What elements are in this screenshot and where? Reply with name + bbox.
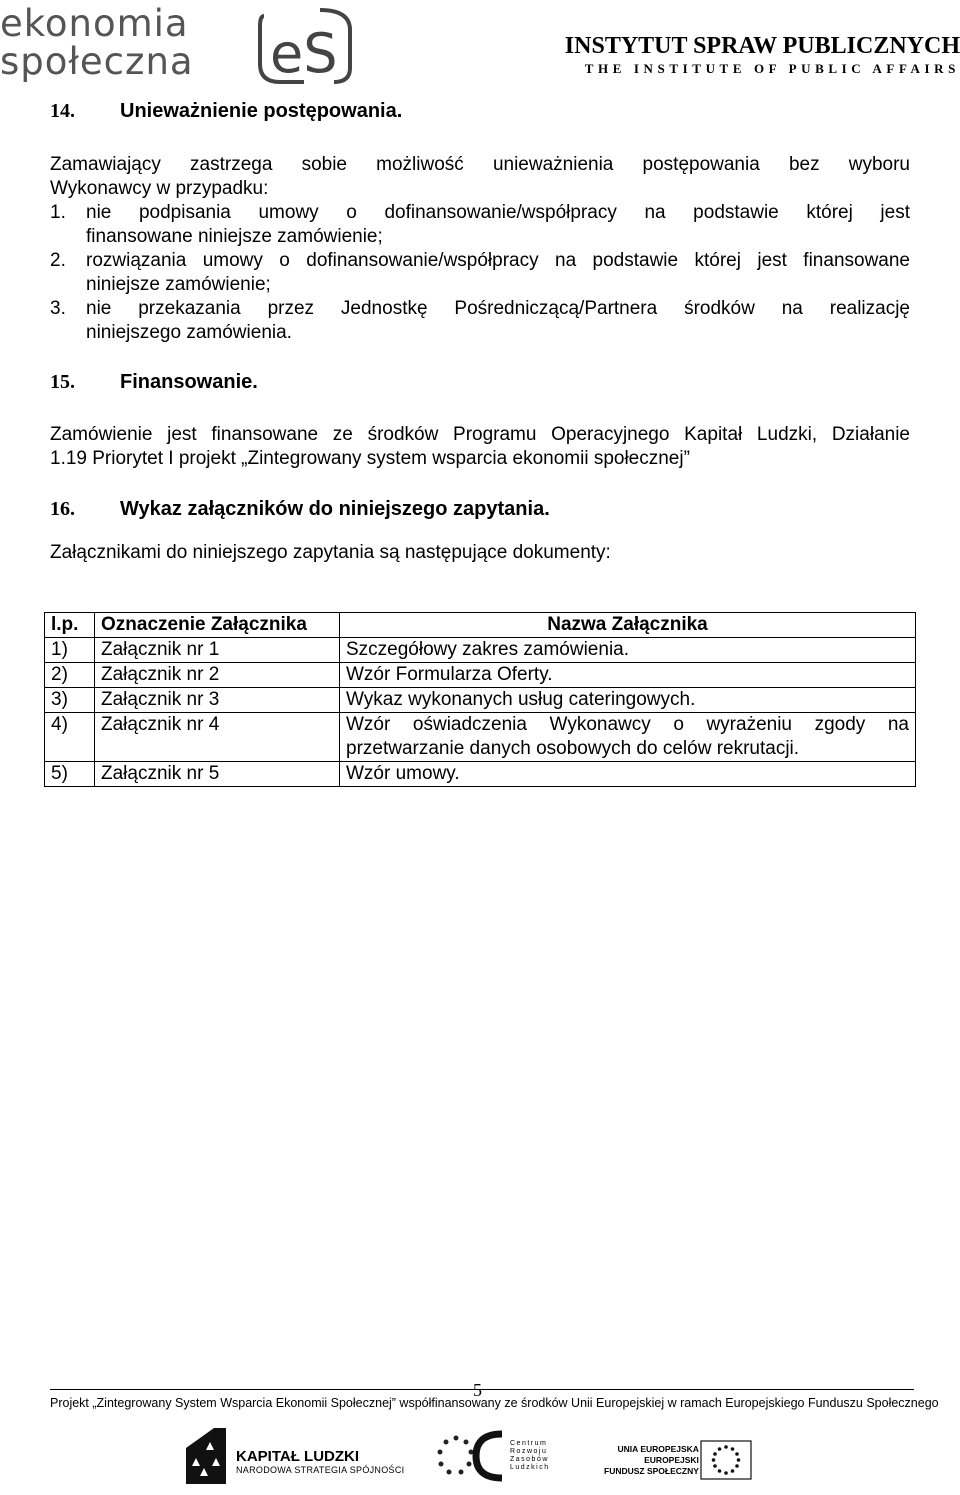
kapital-ludzki-emblem-icon — [186, 1428, 226, 1484]
eu-flag-icon — [700, 1440, 752, 1480]
eu-line: FUNDUSZ SPOŁECZNY — [604, 1466, 699, 1476]
stars-circle-icon — [436, 1434, 476, 1478]
paragraph-line: Załącznikami do niniejszego zapytania są następujące dokumenty: — [50, 542, 611, 563]
cell-name-line: przetwarzanie danych osobowych do celów rekrutacji. — [346, 738, 800, 759]
section-number: 14. — [50, 100, 75, 122]
section-14-heading — [50, 100, 402, 123]
list-item-line: nie przekazania przez Jednostkę Pośredniczącą/Partnera środków na realizację — [86, 298, 910, 319]
list-item-number: 2. — [50, 250, 66, 271]
crzl-logo-text — [510, 1440, 550, 1472]
section-15-text — [50, 423, 910, 471]
paragraph-line: 1.19 Priorytet I projekt „Zintegrowany system wsparcia ekonomii społecznej” — [50, 448, 690, 469]
cell-lp: 2) — [45, 663, 95, 688]
cell-name: Wzór umowy. — [340, 762, 916, 787]
crzl-line: Ludzkich — [510, 1464, 550, 1471]
cell-name: Szczegółowy zakres zamówienia. — [340, 638, 916, 663]
crzl-line: Zasobów — [510, 1456, 549, 1463]
section-16-heading — [50, 498, 550, 521]
eu-line: EUROPEJSKI — [644, 1455, 699, 1465]
institute-subtitle: THE INSTITUTE OF PUBLIC AFFAIRS — [584, 61, 960, 76]
list-item-line: nie podpisania umowy o dofinansowanie/współpracy na podstawie której jest — [86, 202, 910, 223]
page-number: 5 — [473, 1380, 482, 1400]
list-item-number: 1. — [50, 202, 66, 223]
page-header — [0, 0, 960, 92]
footer-logos — [0, 1418, 960, 1495]
ekonomia-spoleczna-logo — [0, 0, 360, 92]
cell-code: Załącznik nr 1 — [95, 638, 340, 663]
section-number: 16. — [50, 498, 75, 520]
paragraph-line: Zamawiający zastrzega sobie możliwość unieważnienia postępowania bez wyboru — [50, 154, 910, 175]
cell-lp: 1) — [45, 638, 95, 663]
paragraph-line: Wykonawcy w przypadku: — [50, 178, 269, 199]
cell-name: Wykaz wykonanych usług cateringowych. — [340, 688, 916, 713]
crzl-line: Rozwoju — [510, 1448, 548, 1455]
footer-divider — [50, 1389, 914, 1390]
section-15-heading — [50, 371, 258, 394]
column-header-name: Nazwa Załącznika — [340, 613, 916, 638]
cell-code: Załącznik nr 2 — [95, 663, 340, 688]
institute-title: INSTYTUT SPRAW PUBLICZNYCH — [564, 33, 960, 59]
cell-lp: 5) — [45, 762, 95, 787]
es-logo-mark-icon — [258, 6, 354, 86]
cell-code: Załącznik nr 3 — [95, 688, 340, 713]
kapital-ludzki-logo — [236, 1448, 404, 1475]
list-item-number: 3. — [50, 298, 66, 319]
table-row — [45, 663, 916, 688]
institute-logo — [500, 34, 960, 77]
section-number: 15. — [50, 371, 75, 393]
list-item-line: finansowane niniejsze zamówienie; — [86, 226, 383, 247]
cell-name — [340, 713, 916, 762]
svg-text:eS: eS — [270, 22, 338, 85]
column-header-lp: l.p. — [45, 613, 95, 638]
section-title: Finansowanie. — [120, 371, 258, 393]
list-item — [50, 249, 910, 297]
paragraph-line: Zamówienie jest finansowane ze środków Programu Operacyjnego Kapitał Ludzki, Działanie — [50, 424, 910, 445]
eu-logo-text — [604, 1444, 699, 1477]
kapital-ludzki-subtitle: NARODOWA STRATEGIA SPÓJNOŚCI — [236, 1465, 405, 1475]
cell-lp: 3) — [45, 688, 95, 713]
cell-name: Wzór Formularza Oferty. — [340, 663, 916, 688]
footer-project-text: Projekt „Zintegrowany System Wsparcia Ekonomii Społecznej” współfinansowany ze środków Unii Europejskiej w ramach Europejskiego Funduszu Społecznego — [50, 1396, 939, 1410]
crzl-c-mark-icon — [472, 1428, 506, 1484]
section-14-intro — [50, 153, 910, 201]
table-row — [45, 713, 916, 762]
crzl-line: Centrum — [510, 1440, 548, 1447]
logo-text-line2: społeczna — [0, 40, 194, 83]
cell-lp: 4) — [45, 713, 95, 762]
logo-text-line1: ekonomia — [0, 2, 189, 45]
list-item — [50, 297, 910, 345]
attachments-table — [44, 612, 916, 787]
table-header-row — [45, 613, 916, 638]
list-item — [50, 201, 910, 249]
list-item-line: niniejszego zamówienia. — [86, 322, 292, 343]
kapital-ludzki-title: KAPITAŁ LUDZKI — [236, 1448, 360, 1465]
cell-name-line: Wzór oświadczenia Wykonawcy o wyrażeniu zgody na — [346, 714, 909, 735]
eu-line: UNIA EUROPEJSKA — [617, 1444, 699, 1454]
list-item-line: niniejsze zamówienie; — [86, 274, 271, 295]
section-title: Unieważnienie postępowania. — [120, 100, 403, 122]
table-row — [45, 762, 916, 787]
cell-code: Załącznik nr 4 — [95, 713, 340, 762]
cell-code: Załącznik nr 5 — [95, 762, 340, 787]
table-row — [45, 688, 916, 713]
column-header-code: Oznaczenie Załącznika — [95, 613, 340, 638]
list-item-line: rozwiązania umowy o dofinansowanie/współpracy na podstawie której jest finansowane — [86, 250, 910, 271]
table-row — [45, 638, 916, 663]
section-title: Wykaz załączników do niniejszego zapytania. — [120, 498, 550, 520]
section-16-intro — [50, 541, 910, 565]
